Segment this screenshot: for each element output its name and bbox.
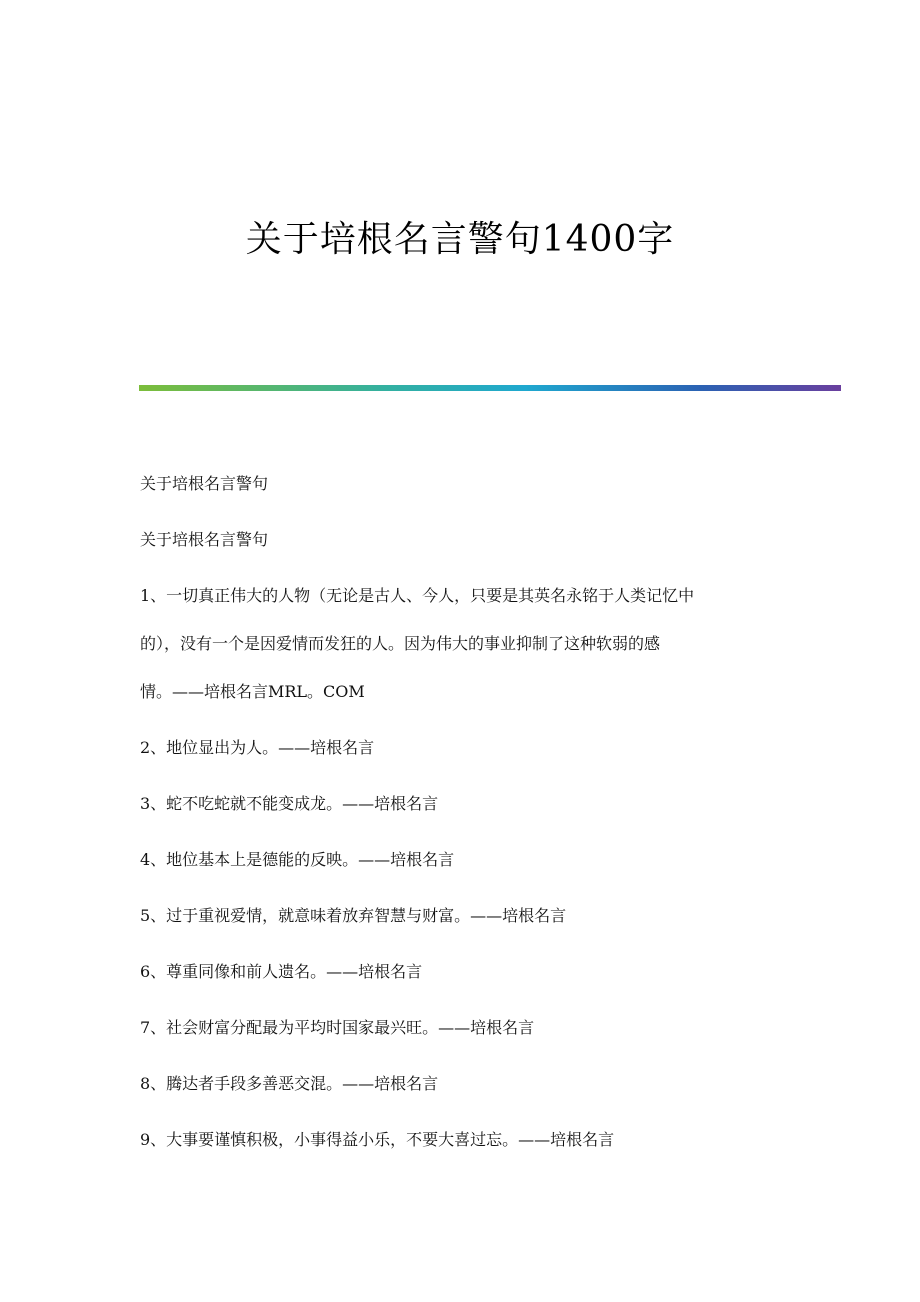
paragraph-quote-7: 7、社会财富分配最为平均时国家最兴旺。——培根名言 — [140, 1018, 535, 1037]
paragraph-quote-9: 9、大事要谨慎积极，小事得益小乐，不要大喜过忘。——培根名言 — [140, 1130, 615, 1149]
paragraph-quote-2: 2、地位显出为人。——培根名言 — [140, 738, 375, 757]
paragraph-heading-1: 关于培根名言警句 — [140, 474, 269, 493]
paragraph-quote-3: 3、蛇不吃蛇就不能变成龙。——培根名言 — [140, 794, 439, 813]
paragraph-quote-1-line-2: 的），没有一个是因爱情而发狂的人。因为伟大的事业抑制了这种软弱的感 — [140, 634, 661, 653]
document-title: 关于培根名言警句1400字 — [245, 219, 675, 260]
paragraph-quote-1-line-3: 情。——培根名言MRL。COM — [140, 682, 365, 701]
paragraph-heading-2: 关于培根名言警句 — [140, 530, 269, 549]
paragraph-quote-5: 5、过于重视爱情，就意味着放弃智慧与财富。——培根名言 — [140, 906, 567, 925]
gradient-divider — [139, 385, 841, 391]
paragraph-quote-6: 6、尊重同像和前人遗名。——培根名言 — [140, 962, 423, 981]
paragraph-quote-1-line-1: 1、一切真正伟大的人物（无论是古人、今人，只要是其英名永铭于人类记忆中 — [140, 586, 695, 605]
paragraph-quote-4: 4、地位基本上是德能的反映。——培根名言 — [140, 850, 455, 869]
paragraph-quote-8: 8、腾达者手段多善恶交混。——培根名言 — [140, 1074, 439, 1093]
